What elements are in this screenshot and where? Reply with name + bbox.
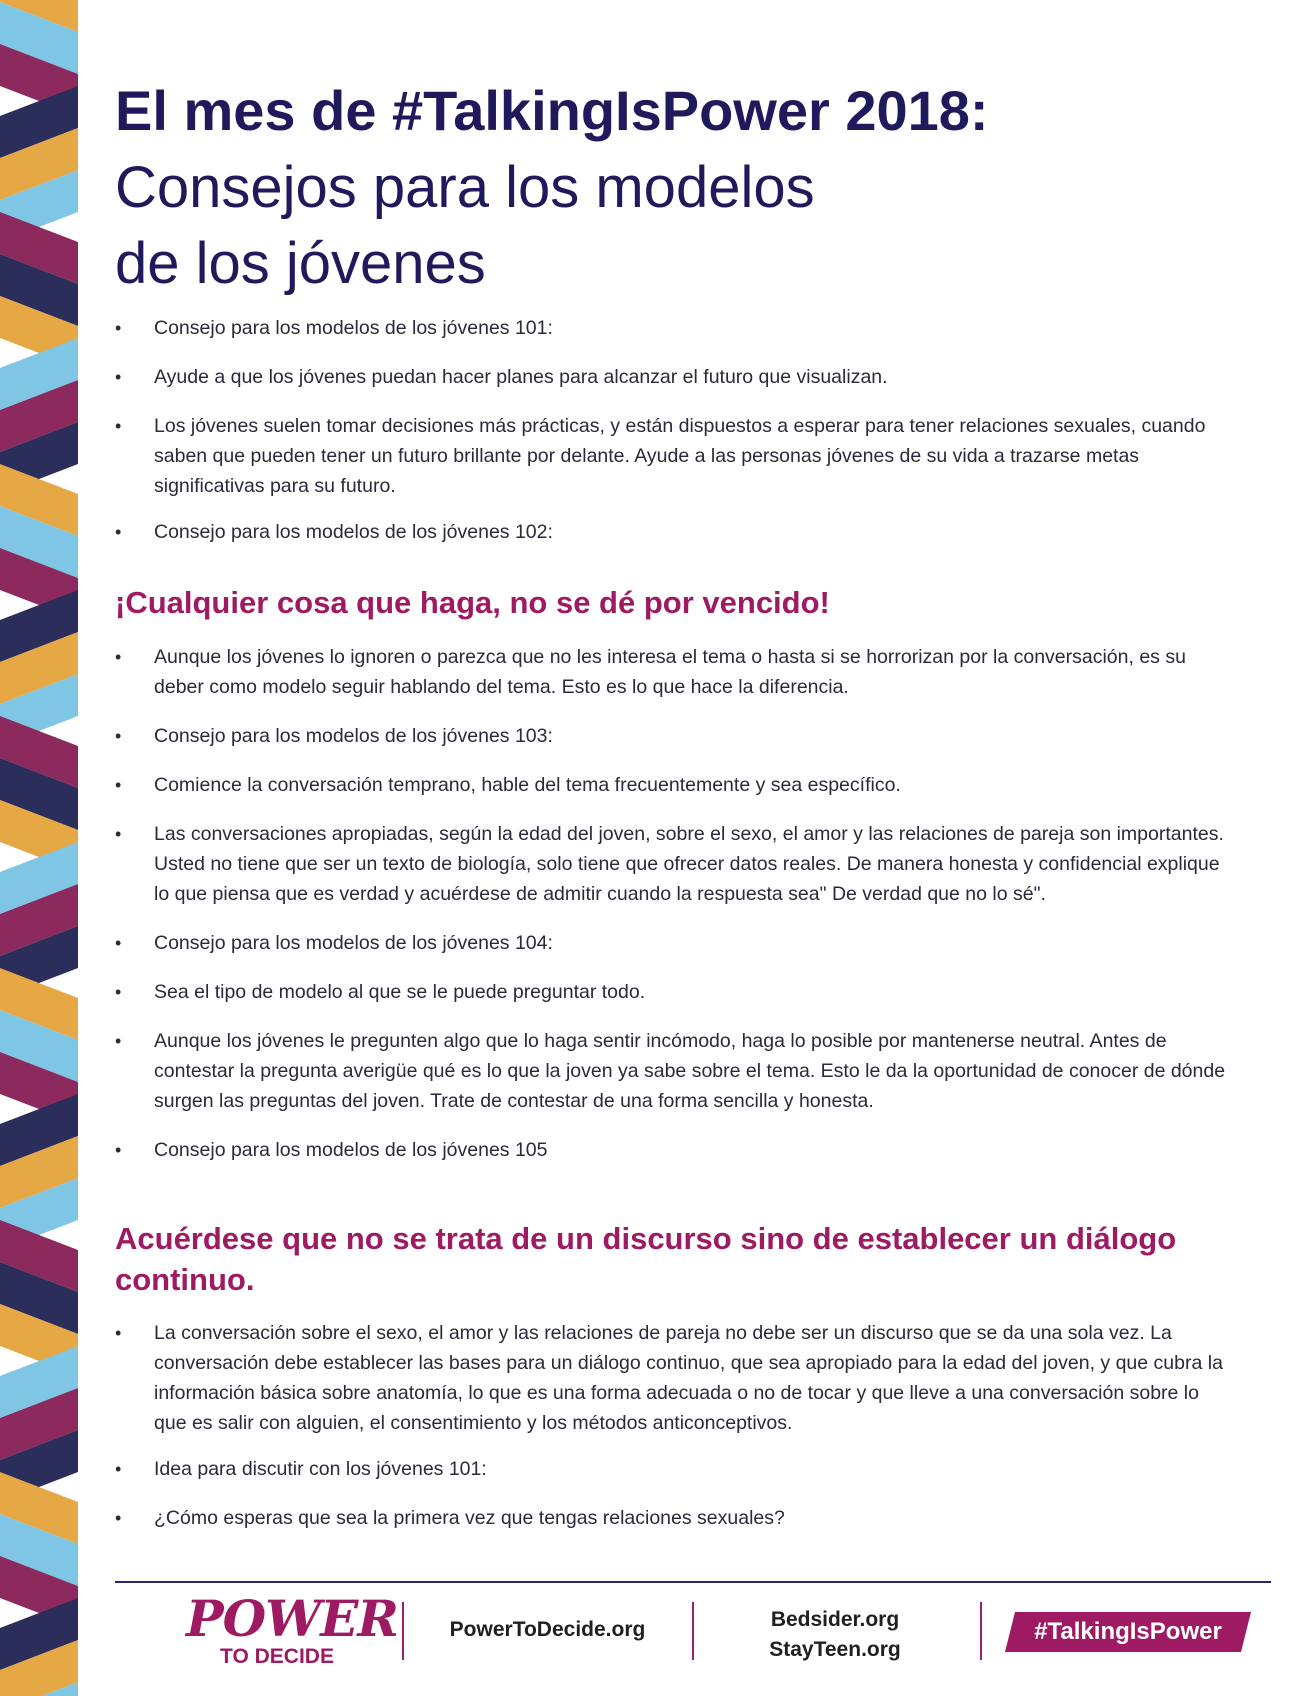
power-to-decide-logo [180, 1589, 398, 1672]
logo-word-to-decide: TO DECIDE [220, 1645, 334, 1668]
list-item: • Idea para discutir con los jóvenes 101: [115, 1454, 1235, 1484]
subtitle-line-2: de los jóvenes [115, 231, 486, 296]
footer-divider [980, 1602, 982, 1660]
footer-rule [115, 1581, 1271, 1583]
list-item: • Aunque los jóvenes lo ignoren o parezca que no les interesa el tema o hasta si se horrorizan por la conversación, es su deber como modelo seguir hablando del tema. Esto es lo que hace la diferencia. [115, 642, 1235, 702]
tips-list-2 [115, 642, 1235, 1165]
tips-list-1 [115, 313, 1235, 547]
list-item: • Consejo para los modelos de los jóvenes 105 [115, 1135, 1235, 1165]
list-item: • Los jóvenes suelen tomar decisiones más prácticas, y están dispuestos a esperar para tener relaciones sexuales, cuando saben que pueden tener un futuro brillante por delante. Ayude a las personas jóvenes de su vida a trazarse metas significativas para su futuro. [115, 411, 1235, 501]
link-bedsider[interactable]: Bedsider.org [770, 1608, 900, 1631]
document-subtitle [115, 150, 1235, 302]
list-item: • Consejo para los modelos de los jóvenes 102: [115, 517, 1235, 547]
list-item: • Las conversaciones apropiadas, según la edad del joven, sobre el sexo, el amor y las relaciones de pareja son importantes. Usted no tiene que ser un texto de biología, solo tiene que ofrecer datos reales. De manera honesta y confidencial explique lo que piensa que es verdad y acuérdese de admitir cuando la respuesta sea" De verdad que no lo sé". [115, 819, 1235, 909]
logo-word-power: POWER [186, 1589, 398, 1648]
document-title: El mes de #TalkingIsPower 2018: [115, 79, 989, 142]
list-item: • La conversación sobre el sexo, el amor y las relaciones de pareja no debe ser un discurso que se da una sola vez. La conversación debe establecer las bases para un diálogo continuo, que sea apropiado para la edad del joven, y que cubra la información básica sobre anatomía, lo que es una forma adecuada o no de tocar y que lleve a una conversación sobre lo que es salir con alguien, el consentimiento y los métodos anticonceptivos. [115, 1318, 1235, 1438]
decorative-side-stripe [0, 0, 78, 1696]
footer-divider [402, 1602, 404, 1660]
hashtag-badge [1005, 1612, 1251, 1652]
list-item: • Comience la conversación temprano, hable del tema frecuentemente y sea específico. [115, 770, 1235, 800]
list-item: • Sea el tipo de modelo al que se le puede preguntar todo. [115, 977, 1235, 1007]
hashtag-text: #TalkingIsPower [1034, 1618, 1222, 1645]
subtitle-line-1: Consejos para los modelos [115, 155, 815, 220]
list-item: • ¿Cómo esperas que sea la primera vez que tengas relaciones sexuales? [115, 1503, 1235, 1533]
section-heading-continuous-dialogue: Acuérdese que no se trata de un discurso sino de establecer un diálogo continuo. [115, 1221, 1177, 1297]
tips-list-3 [115, 1318, 1235, 1533]
link-stayteen[interactable]: StayTeen.org [769, 1638, 901, 1661]
list-item: • Consejo para los modelos de los jóvenes 103: [115, 721, 1235, 751]
list-item: • Consejo para los modelos de los jóvenes 101: [115, 313, 1235, 343]
list-item: • Consejo para los modelos de los jóvenes 104: [115, 928, 1235, 958]
list-item: • Ayude a que los jóvenes puedan hacer planes para alcanzar el futuro que visualizan. [115, 362, 1235, 392]
footer-links-group [710, 1605, 960, 1665]
footer-divider [692, 1602, 694, 1660]
list-item: • Aunque los jóvenes le pregunten algo que lo haga sentir incómodo, haga lo posible por mantenerse neutral. Antes de contestar la pregunta averigüe qué es lo que la joven ya sabe sobre el tema. Esto le da la oportunidad de conocer de dónde surgen las preguntas del joven. Trate de contestar de una forma sencilla y honesta. [115, 1026, 1235, 1116]
link-powertodecide[interactable]: PowerToDecide.org [449, 1618, 646, 1641]
section-heading-never-give-up: ¡Cualquier cosa que haga, no se dé por vencido! [115, 585, 830, 620]
